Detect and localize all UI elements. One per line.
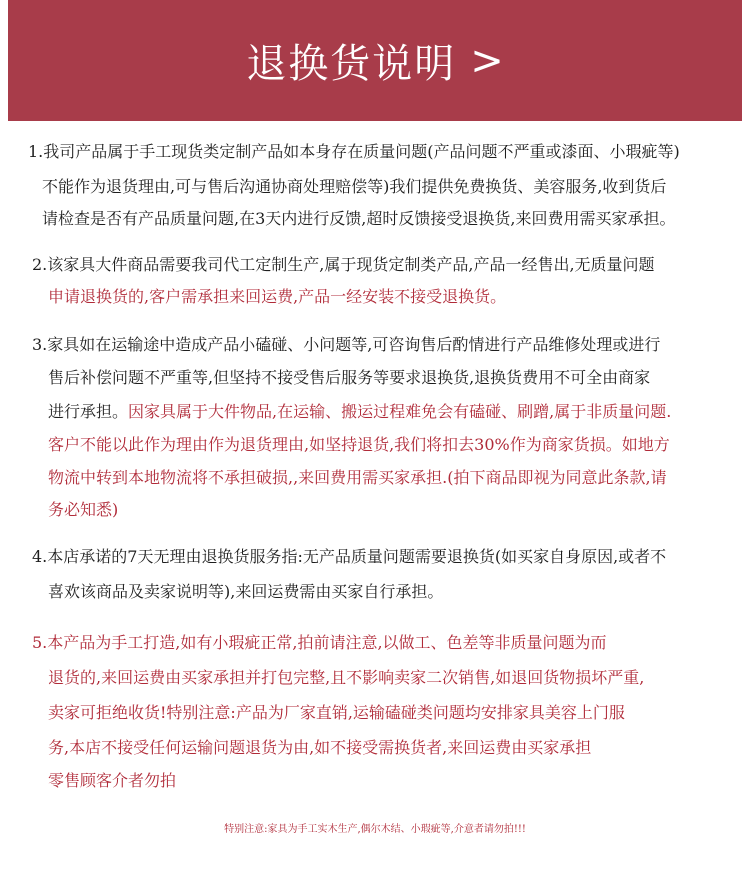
section-3-line-3 [48,402,671,422]
section-1-line-2: 不能作为退货理由,可与售后沟通协商处理赔偿等)我们提供免费换货、美容服务,收到货后 [42,177,667,196]
section-3-line-6: 务必知悉) [48,500,119,519]
section-5-line-5: 零售顾客介者勿拍 [48,771,177,790]
section-2-line-1: 2.该家具大件商品需要我司代工定制生产,属于现货定制类产品,产品一经售出,无质量问题 [32,255,655,274]
section-2-line-2: 申请退换货的,客户需承担来回运费,产品一经安装不接受退换货。 [48,287,507,306]
section-3-line-4: 客户不能以此作为理由作为退货理由,如坚持退货,我们将扣去30%作为商家货损。如地方 [48,435,670,454]
section-5-line-4: 务,本店不接受任何运输问题退货为由,如不接受需换货者,来回运费由买家承担 [48,738,592,757]
section-3-line-3-text: 进行承担。 [48,402,129,421]
section-4-line-2: 喜欢该商品及卖家说明等),来回运费需由买家自行承担。 [48,582,444,601]
special-notice: 特别注意:家具为手工实木生产,偶尔木结、小瑕疵等,介意者请勿拍!!! [224,824,526,835]
section-1-line-1: 1.我司产品属于手工现货类定制产品如本身存在质量问题(产品问题不严重或漆面、小瑕疵等) [28,142,680,161]
section-3-line-5: 物流中转到本地物流将不承担破损,,来回费用需买家承担.(拍下商品即视为同意此条款,请 [48,468,667,487]
section-3-line-1: 3.家具如在运输途中造成产品小磕碰、小问题等,可咨询售后酌情进行产品维修处理或进行 [32,335,661,354]
section-4-line-1: 4.本店承诺的7天无理由退换货服务指:无产品质量问题需要退换货(如买家自身原因,或者不 [32,547,667,566]
section-3-line-3-red: 因家具属于大件物品,在运输、搬运过程难免会有磕碰、刷蹭,属于非质量问题. [128,402,672,421]
chevron-right-icon: > [470,37,504,84]
section-5-line-1: 5.本产品为手工打造,如有小瑕疵正常,拍前请注意,以做工、色差等非质量问题为而 [32,633,607,652]
section-3-line-2: 售后补偿问题不严重等,但坚持不接受售后服务等要求退换货,退换货费用不可全由商家 [48,368,651,387]
page-title: 退换货说明 [246,41,457,87]
header-banner [8,0,742,121]
section-5-line-3: 卖家可拒绝收货!特别注意:产品为厂家直销,运输磕碰类问题均安排家具美容上门服 [48,703,625,722]
section-5-line-2: 退货的,来回运费由买家承担并打包完整,且不影响卖家二次销售,如退回货物损坏严重, [48,668,645,687]
section-1-line-3: 请检查是否有产品质量问题,在3天内进行反馈,超时反馈接受退换货,来回费用需买家承担。 [42,209,676,228]
